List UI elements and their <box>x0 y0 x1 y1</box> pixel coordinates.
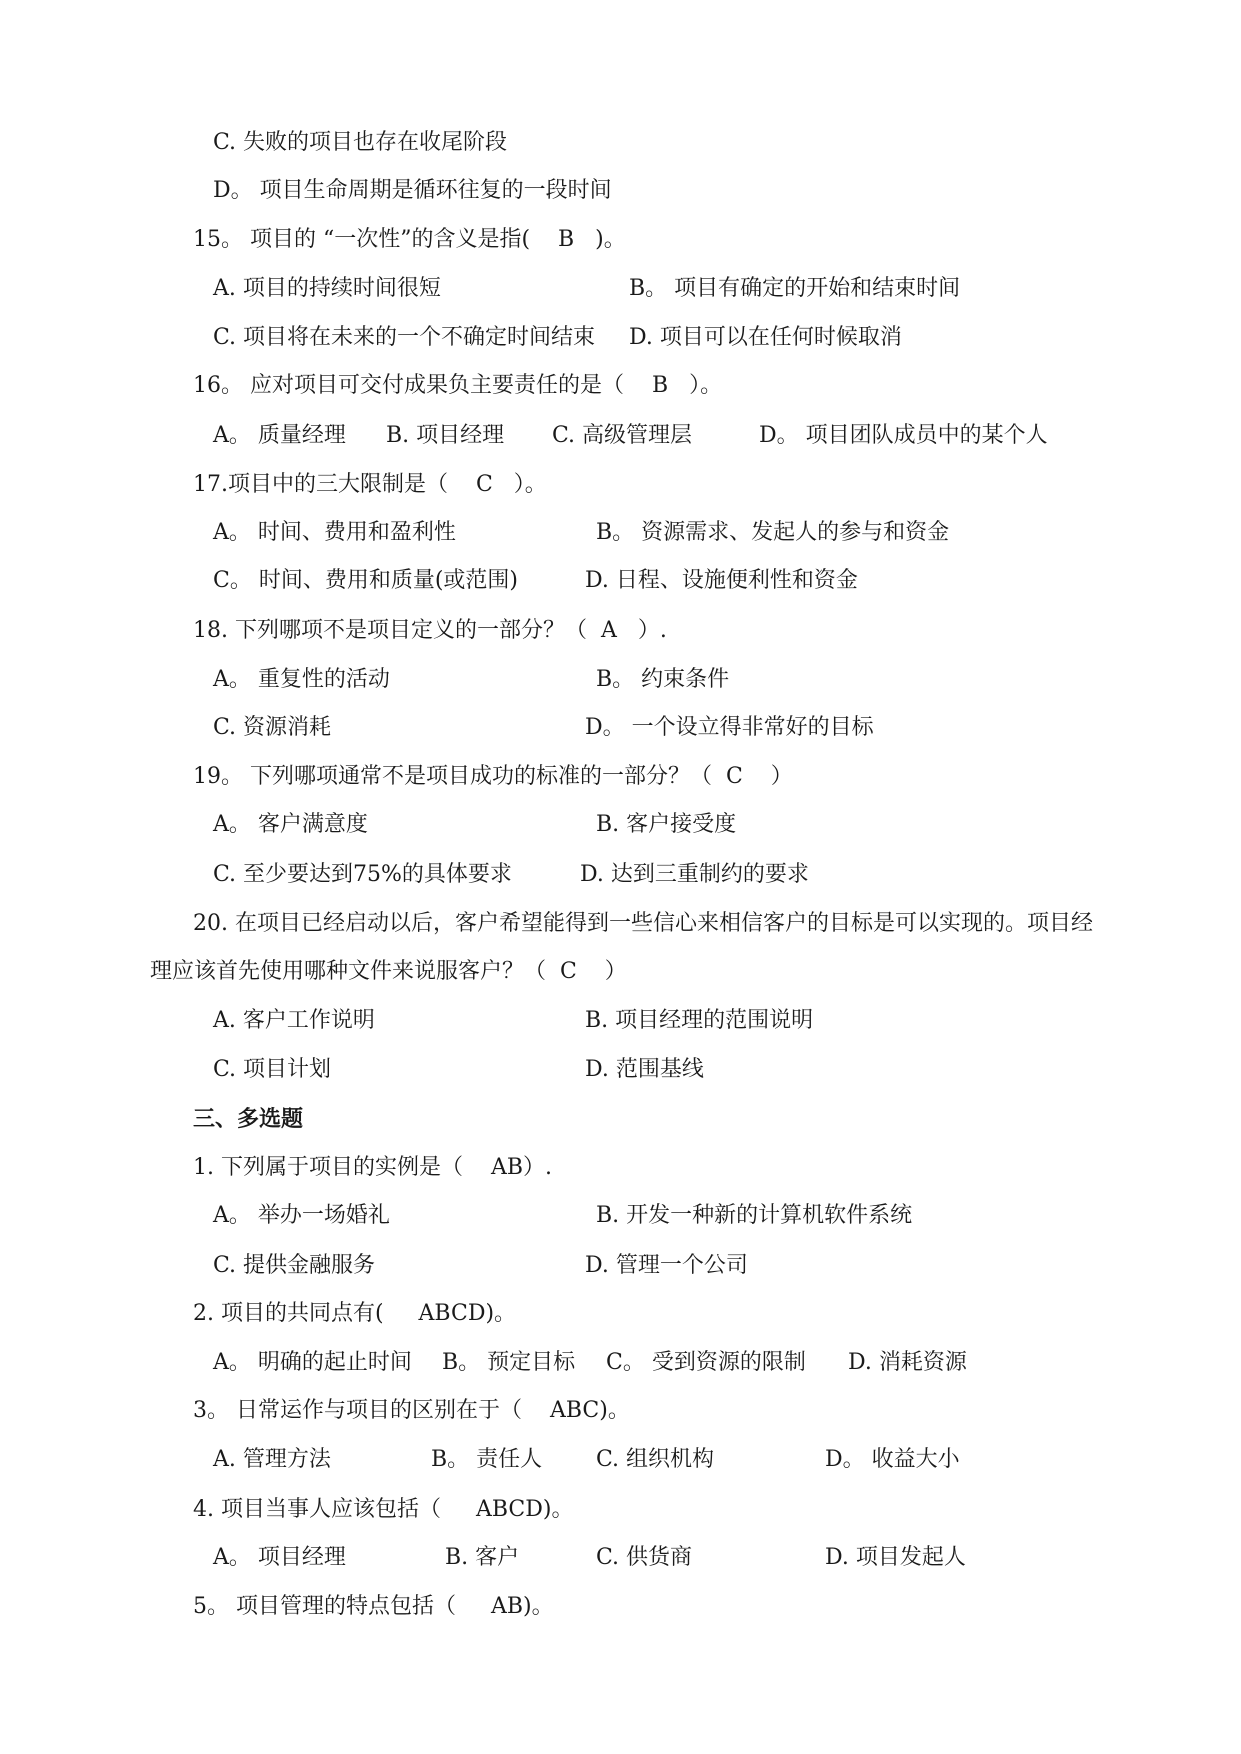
option-b: B。 项目有确定的开始和结束时间 <box>629 276 961 301</box>
question-stem: 20. 在项目已经启动以后，客户希望能得到一些信心来相信客户的目标是可以实现的。项目经 <box>193 911 1093 936</box>
option-c: C. 组织机构 <box>596 1447 715 1472</box>
option-b: B. 客户接受度 <box>596 812 737 837</box>
question-stem: 3。 日常运作与项目的区别在于（ ABC)。 <box>193 1398 630 1423</box>
section-heading: 三、多选题 <box>193 1106 304 1132</box>
option-a: A。 项目经理 <box>213 1545 346 1570</box>
question-stem: 4. 项目当事人应该包括（ ABCD)。 <box>193 1497 574 1522</box>
option-c: C. 项目将在未来的一个不确定时间结束 <box>213 325 596 350</box>
option-d: D。 一个设立得非常好的目标 <box>585 715 874 740</box>
option-d: D。 项目团队成员中的某个人 <box>759 423 1048 448</box>
option-b: B。 预定目标 <box>442 1350 576 1375</box>
option-d: D。 收益大小 <box>825 1447 960 1472</box>
option-d: D. 项目可以在任何时候取消 <box>629 325 902 350</box>
question-stem: 19。 下列哪项通常不是项目成功的标准的一部分？（ C ） <box>193 764 793 789</box>
question-stem-continued: 理应该首先使用哪种文件来说服客户？（ C ） <box>150 959 627 984</box>
option-b: B. 客户 <box>445 1545 520 1570</box>
option-b: B。 资源需求、发起人的参与和资金 <box>596 520 950 545</box>
option-d: D. 达到三重制约的要求 <box>580 862 809 887</box>
option-c: C. 提供金融服务 <box>213 1253 376 1278</box>
option-a: A。 质量经理 <box>213 423 346 448</box>
question-stem: 17.项目中的三大限制是（ C ）。 <box>193 472 547 497</box>
option-d: D. 管理一个公司 <box>585 1253 748 1278</box>
option-d: D。 项目生命周期是循环往复的一段时间 <box>213 178 612 203</box>
question-stem: 18. 下列哪项不是项目定义的一部分？（ A ）. <box>193 618 667 643</box>
option-c: C. 失败的项目也存在收尾阶段 <box>213 130 508 155</box>
option-b: B. 项目经理的范围说明 <box>585 1008 814 1033</box>
option-c: C. 至少要达到75%的具体要求 <box>213 862 512 887</box>
option-c: C. 项目计划 <box>213 1057 332 1082</box>
option-a: A。 重复性的活动 <box>213 667 390 692</box>
option-a: A。 举办一场婚礼 <box>213 1203 390 1228</box>
option-b: B. 项目经理 <box>386 423 505 448</box>
option-a: A. 管理方法 <box>213 1447 331 1472</box>
question-stem: 1. 下列属于项目的实例是（ AB）. <box>193 1155 553 1180</box>
option-a: A. 项目的持续时间很短 <box>213 276 441 301</box>
option-a: A. 客户工作说明 <box>213 1008 375 1033</box>
question-stem: 2. 项目的共同点有( ABCD)。 <box>193 1301 517 1326</box>
option-a: A。 时间、费用和盈利性 <box>213 520 456 545</box>
option-a: A。 明确的起止时间 <box>213 1350 412 1375</box>
option-c: C。 时间、费用和质量(或范围) <box>213 568 518 593</box>
option-d: D. 消耗资源 <box>848 1350 967 1375</box>
option-d: D. 范围基线 <box>585 1057 704 1082</box>
option-d: D. 项目发起人 <box>825 1545 966 1570</box>
option-a: A。 客户满意度 <box>213 812 368 837</box>
option-c: C. 高级管理层 <box>552 423 693 448</box>
option-c: C。 受到资源的限制 <box>606 1350 806 1375</box>
option-d: D. 日程、设施便利性和资金 <box>585 568 858 593</box>
question-stem: 15。 项目的 “一次性”的含义是指( B )。 <box>193 227 626 252</box>
option-c: C. 供货商 <box>596 1545 693 1570</box>
option-b: B。 约束条件 <box>596 667 730 692</box>
option-c: C. 资源消耗 <box>213 715 332 740</box>
question-stem: 5。 项目管理的特点包括（ AB)。 <box>193 1594 554 1619</box>
option-b: B。 责任人 <box>431 1447 543 1472</box>
question-stem: 16。 应对项目可交付成果负主要责任的是（ B ）。 <box>193 373 723 398</box>
option-b: B. 开发一种新的计算机软件系统 <box>596 1203 913 1228</box>
